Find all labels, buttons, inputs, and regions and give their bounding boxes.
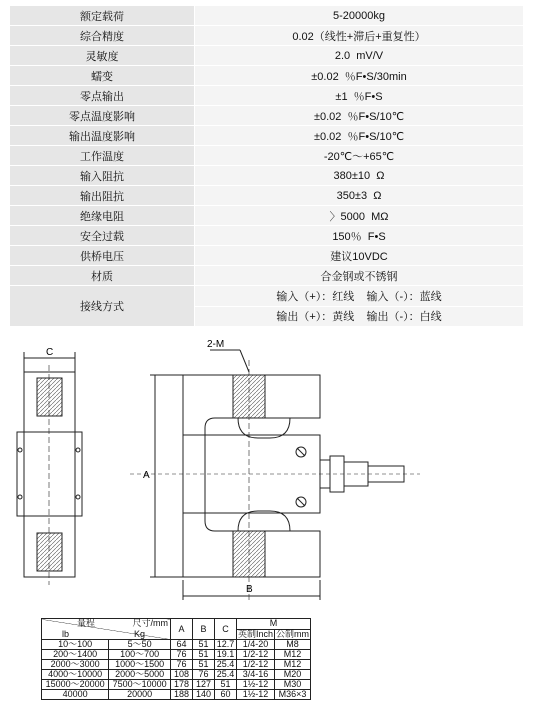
dim-cell: 4000～10000	[42, 670, 109, 680]
spec-label: 综合精度	[10, 26, 195, 46]
spec-label: 蠕变	[10, 66, 195, 86]
dim-cell: 7500～10000	[109, 680, 171, 690]
wiring-label: 接线方式	[10, 286, 195, 327]
size-label: 尺寸/mm	[132, 618, 168, 628]
spec-value: 2.0 mV/V	[195, 46, 524, 66]
dim-cell: 76	[171, 660, 193, 670]
dim-cell: 1000～1500	[109, 660, 171, 670]
dim-cell: 76	[193, 670, 215, 680]
dim-cell: 2000～5000	[109, 670, 171, 680]
spec-label: 绝缘电阻	[10, 206, 195, 226]
dim-row	[42, 640, 311, 650]
kg-label: Kg	[133, 629, 145, 639]
dim-cell: 15000～20000	[42, 680, 109, 690]
spec-label: 材质	[10, 266, 195, 286]
dim-cell: M30	[275, 680, 311, 690]
dim-cell: 12.7	[215, 640, 237, 650]
dim-row	[42, 680, 311, 690]
col-b: B	[193, 619, 215, 640]
dim-cell: 127	[193, 680, 215, 690]
dim-row	[42, 650, 311, 660]
dim-cell: 2000～3000	[42, 660, 109, 670]
dim-cell: 60	[215, 690, 237, 700]
spec-value: ±0.02 ％F•S/30min	[195, 66, 524, 86]
dim-cell: 140	[193, 690, 215, 700]
dim-b-label: B	[246, 584, 253, 595]
spec-value: 150％ F•S	[195, 226, 524, 246]
dim-cell: 1/2-12	[237, 650, 275, 660]
dim-cell: M12	[275, 650, 311, 660]
spec-value: 380±10 Ω	[195, 166, 524, 186]
dim-cell: 108	[171, 670, 193, 680]
dim-cell: 10～100	[42, 640, 109, 650]
dim-c-label: C	[46, 347, 54, 358]
dim-row	[42, 690, 311, 700]
dim-cell: 64	[171, 640, 193, 650]
spec-value: -20℃～+65℃	[195, 146, 524, 166]
dim-cell: 1½-12	[237, 690, 275, 700]
dimension-table	[41, 618, 311, 700]
spec-label: 供桥电压	[10, 246, 195, 266]
spec-label: 零点温度影响	[10, 106, 195, 126]
spec-value: 合金钢或不锈钢	[195, 266, 524, 286]
spec-label: 额定载荷	[10, 6, 195, 26]
dim-cell: 5～50	[109, 640, 171, 650]
dim-cell: M12	[275, 660, 311, 670]
dim-cell: 178	[171, 680, 193, 690]
spec-value: ±0.02 ％F•S/10℃	[195, 126, 524, 146]
spec-value: ±1 ％F•S	[195, 86, 524, 106]
thread-label: 2-M	[207, 339, 225, 350]
spec-label: 灵敏度	[10, 46, 195, 66]
front-view	[130, 350, 420, 600]
dim-a-label: A	[143, 470, 150, 481]
dim-cell: 100～700	[109, 650, 171, 660]
dim-cell: 51	[215, 680, 237, 690]
wiring-line-2: 输出（+）：黄线 输出（-）：白线	[195, 306, 524, 327]
dim-cell: 1½-12	[237, 680, 275, 690]
dim-cell: 188	[171, 690, 193, 700]
dim-cell: 51	[193, 640, 215, 650]
spec-label: 输出温度影响	[10, 126, 195, 146]
col-a: A	[171, 619, 193, 640]
spec-value: 〉5000 MΩ	[195, 206, 524, 226]
spec-value: ±0.02 ％F•S/10℃	[195, 106, 524, 126]
wiring-line-1: 输入（+）：红线 输入（-）：蓝线	[195, 286, 524, 307]
spec-value: 350±3 Ω	[195, 186, 524, 206]
lb-label: lb	[62, 629, 70, 639]
col-c: C	[215, 619, 237, 640]
col-metric: 公制mm	[276, 628, 310, 639]
dim-cell: 3/4-16	[237, 670, 275, 680]
dim-cell: 1/2-12	[237, 660, 275, 670]
dim-header-diag	[42, 619, 171, 640]
spec-label: 安全过载	[10, 226, 195, 246]
dim-cell: 25.4	[215, 670, 237, 680]
spec-value: 建议10VDC	[195, 246, 524, 266]
spec-value: 0.02（线性+滞后+重复性）	[195, 26, 524, 46]
dim-cell: 1/4-20	[237, 640, 275, 650]
spec-label: 输入阻抗	[10, 166, 195, 186]
col-m: M	[237, 619, 311, 630]
dim-cell: 40000	[42, 690, 109, 700]
dim-cell: 19.1	[215, 650, 237, 660]
spec-value: 5-20000kg	[195, 6, 524, 26]
dim-cell: 51	[193, 660, 215, 670]
spec-label: 零点输出	[10, 86, 195, 106]
side-view	[17, 352, 82, 585]
spec-label: 输出阻抗	[10, 186, 195, 206]
dim-cell: M36×3	[275, 690, 311, 700]
spec-label: 工作温度	[10, 146, 195, 166]
dim-cell: 51	[193, 650, 215, 660]
dim-cell: 200～1400	[42, 650, 109, 660]
col-inch: 英制Inch	[238, 628, 274, 639]
range-label: 量程	[77, 618, 96, 628]
dim-cell: M20	[275, 670, 311, 680]
dim-row	[42, 660, 311, 670]
dim-cell: 20000	[109, 690, 171, 700]
dim-cell: 76	[171, 650, 193, 660]
dim-cell: M8	[275, 640, 311, 650]
dim-row	[42, 670, 311, 680]
dim-cell: 25.4	[215, 660, 237, 670]
